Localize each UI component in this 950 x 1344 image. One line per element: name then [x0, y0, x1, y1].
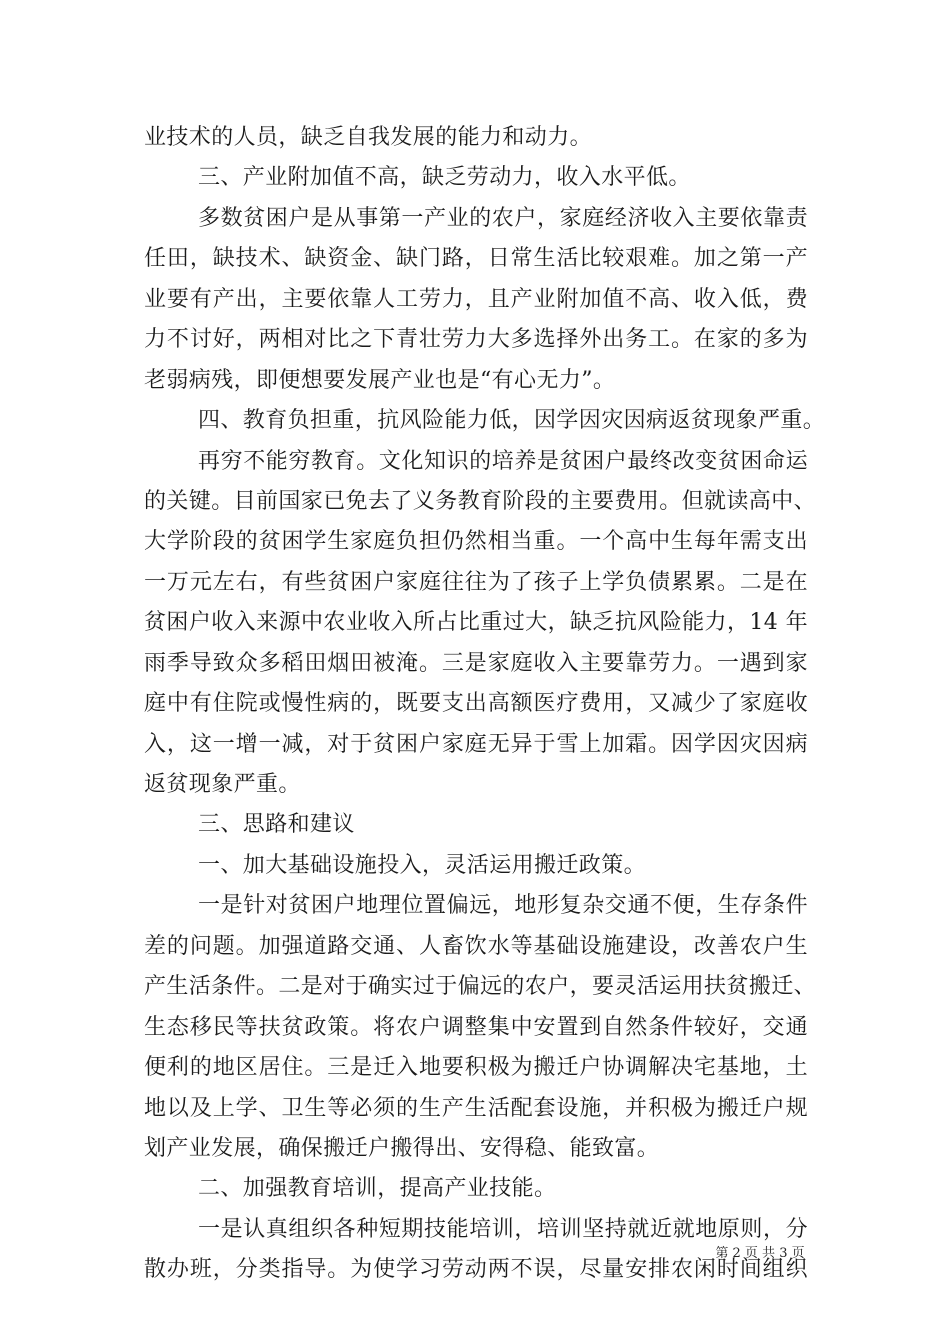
- page-footer: [0, 1246, 950, 1262]
- text-line: 三、产业附加值不高，缺乏劳动力，收入水平低。: [198, 165, 691, 191]
- text-line: 生态移民等扶贫政策。将农户调整集中安置到自然条件较好，交通: [144, 1014, 808, 1040]
- text-line: 划产业发展，确保搬迁户搬得出、安得稳、能致富。: [144, 1135, 660, 1161]
- text-line: 一是认真组织各种短期技能培训，培训坚持就近就地原则，分: [198, 1216, 808, 1242]
- text-line: 地以及上学、卫生等必须的生产生活配套设施，并积极为搬迁户规: [144, 1095, 808, 1121]
- text-line: 便利的地区居住。三是迁入地要积极为搬迁户协调解决宅基地，土: [144, 1055, 808, 1081]
- text-line: 业要有产出，主要依靠人工劳力，且产业附加值不高、收入低，费: [144, 286, 808, 312]
- text-line: 一是针对贫困户地理位置偏远，地形复杂交通不便，生存条件: [198, 893, 808, 919]
- text-line: 大学阶段的贫困学生家庭负担仍然相当重。一个高中生每年需支出: [144, 529, 808, 555]
- text-line: 业技术的人员，缺乏自我发展的能力和动力。: [144, 125, 593, 150]
- text-line: 多数贫困户是从事第一产业的农户，家庭经济收入主要依靠责: [198, 205, 808, 231]
- text-line: 返贫现象严重。: [144, 772, 301, 797]
- text-line: 产生活条件。二是对于确实过于偏远的农户，要灵活运用扶贫搬迁、: [144, 974, 817, 1000]
- text-line: 庭中有住院或慢性病的，既要支出高额医疗费用，又减少了家庭收: [144, 691, 808, 717]
- text-line: 的关键。目前国家已免去了义务教育阶段的主要费用。但就读高中、: [144, 488, 817, 514]
- text-line: 四、教育负担重，抗风险能力低，因学因灾因病返贫现象严重。: [198, 408, 826, 434]
- text-line: 再穷不能穷教育。文化知识的培养是贫困户最终改变贫困命运: [198, 448, 808, 474]
- text-line: 差的问题。加强道路交通、人畜饮水等基础设施建设，改善农户生: [144, 933, 808, 959]
- text-line: 一万元左右，有些贫困户家庭往往为了孩子上学负债累累。二是在: [144, 569, 808, 595]
- page-number-label: 第 2 页 共 3 页: [715, 1246, 805, 1261]
- text-line: 一、加大基础设施投入，灵活运用搬迁政策。: [198, 852, 647, 878]
- document-body: [144, 118, 826, 1291]
- text-line: 雨季导致众多稻田烟田被淹。三是家庭收入主要靠劳力。一遇到家: [144, 650, 808, 676]
- text-line: 老弱病残，即便想要发展产业也是“有心无力”。: [144, 367, 616, 393]
- text-line: 任田，缺技术、缺资金、缺门路，日常生活比较艰难。加之第一产: [144, 246, 808, 272]
- text-line: 贫困户收入来源中农业收入所占比重过大，缺乏抗风险能力，14 年: [144, 610, 808, 636]
- text-line: 入，这一增一减，对于贫困户家庭无异于雪上加霜。因学因灾因病: [144, 731, 808, 757]
- text-line: 散办班，分类指导。为使学习劳动两不误，尽量安排农闲时间组织: [144, 1257, 808, 1283]
- text-line: 力不讨好，两相对比之下青壮劳力大多选择外出务工。在家的多为: [144, 327, 808, 353]
- text-line: 二、加强教育培训，提高产业技能。: [198, 1176, 557, 1202]
- text-line: 三、思路和建议: [198, 812, 355, 838]
